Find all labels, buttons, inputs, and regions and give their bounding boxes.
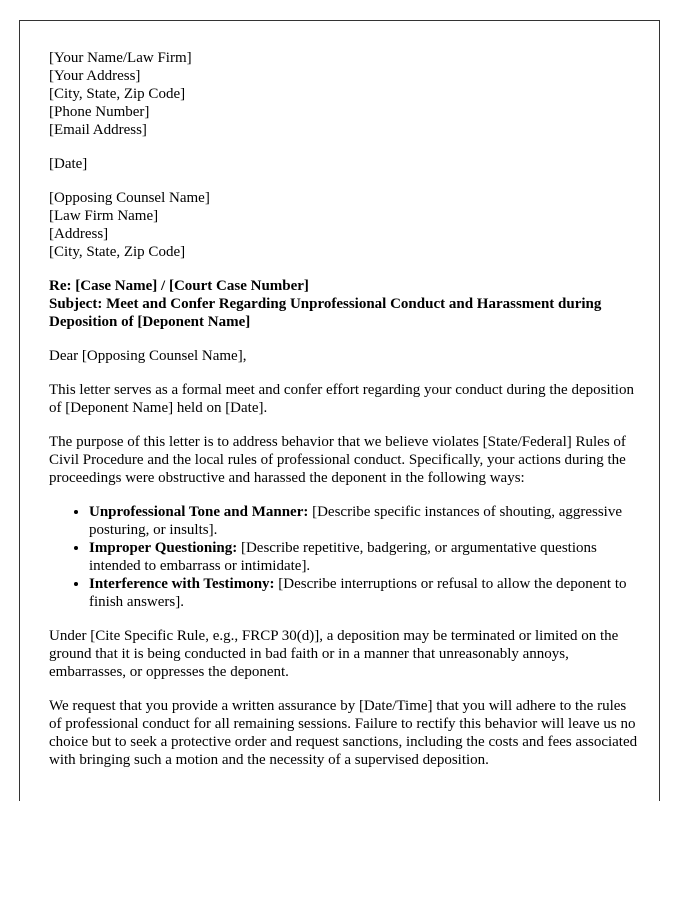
re-line: Re: [Case Name] / [Court Case Number] [49, 278, 309, 294]
letter-content [49, 49, 639, 785]
sender-name: [Your Name/Law Firm] [49, 50, 192, 66]
recipient-firm: [Law Firm Name] [49, 208, 159, 224]
subject-block [49, 277, 639, 331]
rule-paragraph: Under [Cite Specific Rule, e.g., FRCP 30(d)], a deposition may be terminated or limited on the ground that it is being conducted in bad faith or in a manner that unreasonably annoys, embarrasses, or oppresses the deponent. [49, 628, 619, 680]
request-paragraph: We request that you provide a written assurance by [Date/Time] that you will adhere to the rules of professional conduct for all remaining sessions. Failure to rectify this behavior will leave us no choice but to seek a protective order and request sanctions, including the costs and fees associated with bringing such a motion and the necessity of a supervised deposition. [49, 698, 638, 768]
sender-phone: [Phone Number] [49, 104, 150, 120]
sender-block [49, 49, 639, 139]
sender-email: [Email Address] [49, 122, 147, 138]
subject-line: Subject: Meet and Confer Regarding Unprofessional Conduct and Harassment during Deposition of [Deponent Name] [49, 296, 602, 330]
list-item [89, 539, 639, 575]
recipient-city: [City, State, Zip Code] [49, 244, 186, 260]
letter-date: [Date] [49, 156, 88, 172]
issue-text: [Describe specific instances of shouting, aggressive posturing, or insults]. [89, 504, 623, 538]
issue-title: Unprofessional Tone and Manner: [89, 504, 309, 520]
salutation: Dear [Opposing Counsel Name], [49, 348, 247, 364]
recipient-block [49, 189, 639, 261]
issue-title: Interference with Testimony: [89, 576, 275, 592]
sender-address: [Your Address] [49, 68, 141, 84]
issue-title: Improper Questioning: [89, 540, 238, 556]
letter-page [19, 20, 660, 801]
issue-text: [Describe interruptions or refusal to allow the deponent to finish answers]. [89, 576, 627, 610]
recipient-address: [Address] [49, 226, 109, 242]
list-item [89, 575, 639, 611]
purpose-paragraph: The purpose of this letter is to address behavior that we believe violates [State/Federal] Rules of Civil Procedure and the local rules of professional conduct. Specifically, your actions during the proceedings were obstructive and harassed the deponent in the following ways: [49, 434, 626, 486]
sender-city: [City, State, Zip Code] [49, 86, 186, 102]
issues-list [49, 503, 639, 611]
issue-text: [Describe repetitive, badgering, or argumentative questions intended to embarrass or intimidate]. [89, 540, 597, 574]
intro-paragraph: This letter serves as a formal meet and confer effort regarding your conduct during the deposition of [Deponent Name] held on [Date]. [49, 382, 634, 416]
recipient-name: [Opposing Counsel Name] [49, 190, 210, 206]
list-item [89, 503, 639, 539]
date-block [49, 155, 639, 173]
